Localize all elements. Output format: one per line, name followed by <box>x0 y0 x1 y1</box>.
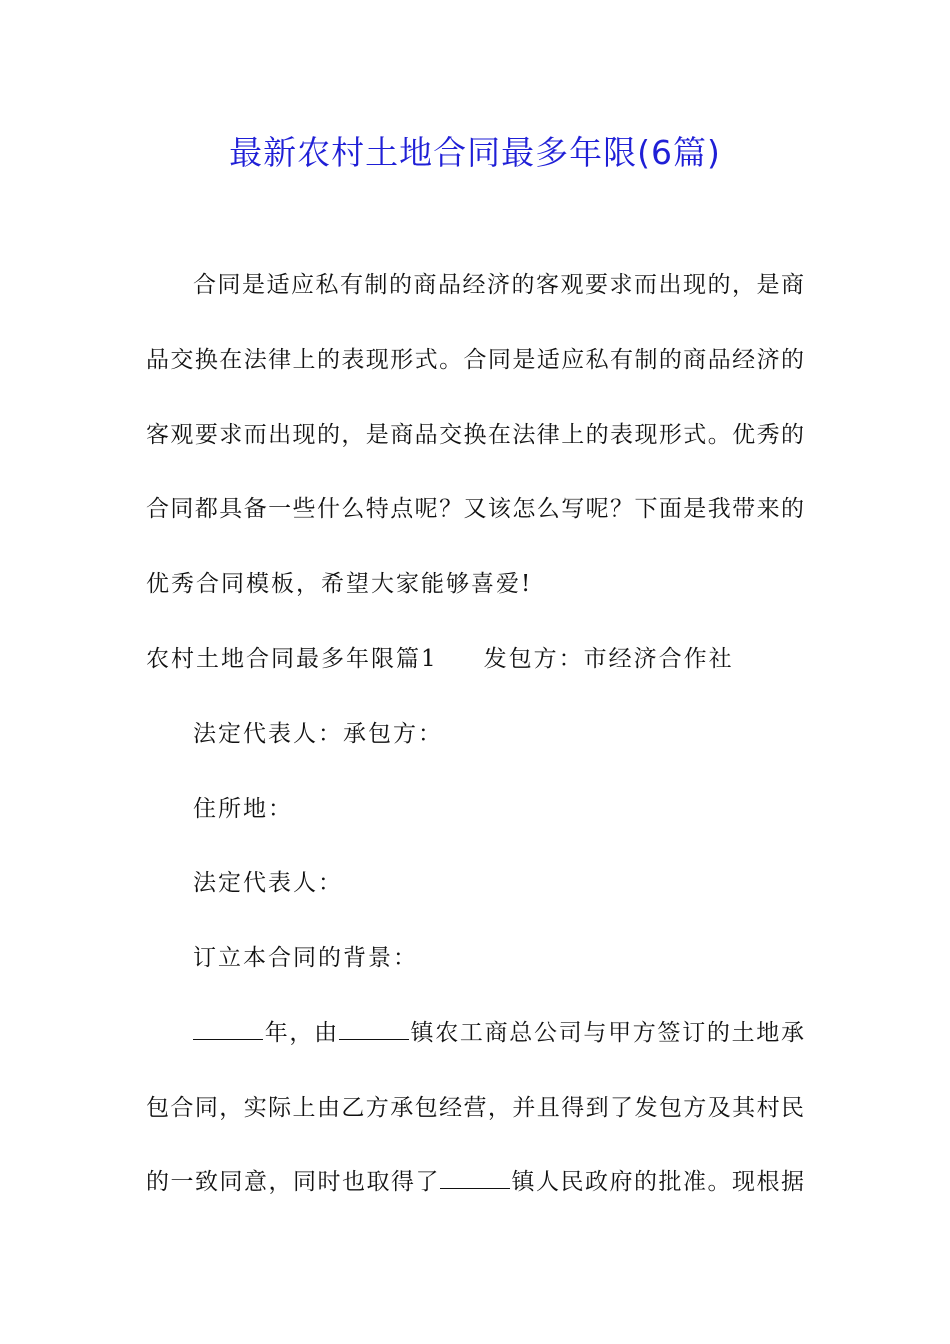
blank-town-gov <box>440 1168 510 1189</box>
body-line-1 <box>193 1018 804 1048</box>
blank-year <box>193 1019 263 1040</box>
legal-rep-field: 法定代表人： <box>193 870 343 896</box>
body-text: 镇农工商总公司与甲方签订的土地承 <box>408 1020 805 1046</box>
legal-rep-contractor-field: 法定代表人：承包方： <box>193 721 443 747</box>
body-text: 年，由 <box>263 1020 339 1046</box>
section-heading-line <box>146 644 734 674</box>
address-field: 住所地： <box>193 796 293 822</box>
document-title: 最新农村土地合同最多年限(6篇) <box>229 133 721 172</box>
issuer-label: 发包方：市经济合作社 <box>483 646 734 672</box>
body-text: 的一致同意，同时也取得了 <box>146 1169 440 1195</box>
intro-line-3: 客观要求而出现的，是商品交换在法律上的表现形式。优秀的 <box>146 422 804 448</box>
intro-line-5: 优秀合同模板，希望大家能够喜爱! <box>146 571 533 597</box>
intro-line-2: 品交换在法律上的表现形式。合同是适应私有制的商品经济的 <box>146 347 804 373</box>
section-heading: 农村土地合同最多年限篇1 <box>146 646 438 672</box>
intro-line-1: 合同是适应私有制的商品经济的客观要求而出现的，是商 <box>193 272 804 298</box>
body-line-2: 包合同，实际上由乙方承包经营，并且得到了发包方及其村民 <box>146 1095 804 1121</box>
intro-line-4: 合同都具备一些什么特点呢？又该怎么写呢？下面是我带来的 <box>146 496 804 522</box>
background-field: 订立本合同的背景： <box>193 945 418 971</box>
body-line-3 <box>146 1167 804 1197</box>
blank-town <box>339 1019 409 1040</box>
body-text: 镇人民政府的批准。现根据 <box>510 1169 804 1195</box>
